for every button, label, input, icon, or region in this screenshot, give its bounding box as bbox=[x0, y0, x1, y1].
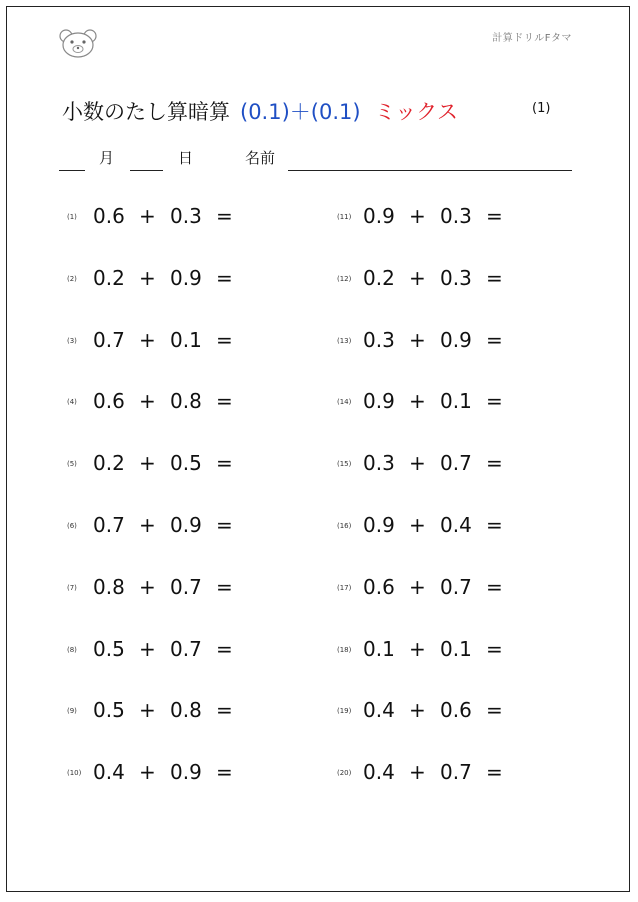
operand-b: 0.4 bbox=[440, 513, 472, 537]
operand-b: 0.5 bbox=[170, 451, 202, 476]
operand-b: 0.9 bbox=[170, 760, 202, 785]
plus-sign: + bbox=[139, 451, 156, 476]
problem-number: (3) bbox=[67, 336, 77, 345]
name-blank[interactable] bbox=[288, 146, 572, 171]
equals-sign: = bbox=[216, 451, 233, 476]
problem-number: (1) bbox=[67, 213, 77, 221]
operand-b: 0.3 bbox=[440, 204, 472, 228]
operand-a: 0.8 bbox=[93, 574, 125, 599]
operand-b: 0.7 bbox=[440, 451, 472, 476]
plus-sign: + bbox=[409, 636, 426, 661]
operand-b: 0.9 bbox=[170, 513, 202, 537]
operand-a: 0.6 bbox=[93, 389, 125, 414]
operand-b: 0.6 bbox=[440, 698, 472, 723]
equals-sign: = bbox=[216, 574, 233, 599]
title-mix: ミックス bbox=[374, 100, 458, 124]
problem-number: (8) bbox=[67, 645, 77, 654]
operand-a: 0.3 bbox=[363, 327, 395, 352]
operand-b: 0.1 bbox=[170, 327, 202, 352]
operand-a: 0.9 bbox=[363, 204, 395, 228]
equals-sign: = bbox=[486, 327, 503, 352]
operand-a: 0.6 bbox=[93, 204, 125, 228]
operand-b: 0.1 bbox=[440, 636, 472, 661]
equals-sign: = bbox=[216, 698, 233, 723]
operand-a: 0.5 bbox=[93, 636, 125, 661]
problem-number: (11) bbox=[337, 213, 352, 221]
operand-a: 0.4 bbox=[93, 760, 125, 785]
problem-number: (17) bbox=[337, 583, 352, 592]
operand-b: 0.3 bbox=[170, 204, 202, 228]
operand-a: 0.3 bbox=[363, 451, 395, 476]
operand-b: 0.9 bbox=[440, 327, 472, 352]
problem-number: (10) bbox=[67, 769, 82, 778]
operand-a: 0.9 bbox=[363, 389, 395, 414]
equals-sign: = bbox=[486, 636, 503, 661]
operand-a: 0.2 bbox=[93, 265, 125, 290]
plus-sign: + bbox=[409, 389, 426, 414]
plus-sign: + bbox=[139, 513, 156, 537]
equals-sign: = bbox=[216, 265, 233, 290]
site-name: 計算ドリルFタマ bbox=[492, 33, 572, 44]
operand-a: 0.4 bbox=[363, 760, 395, 785]
problem-number: (4) bbox=[67, 398, 77, 407]
equals-sign: = bbox=[486, 698, 503, 723]
operand-b: 0.7 bbox=[440, 574, 472, 599]
operand-a: 0.6 bbox=[363, 574, 395, 599]
equals-sign: = bbox=[486, 451, 503, 476]
equals-sign: = bbox=[486, 760, 503, 785]
equals-sign: = bbox=[486, 204, 503, 228]
problem-number: (5) bbox=[67, 460, 77, 469]
equals-sign: = bbox=[486, 265, 503, 290]
problem-number: (18) bbox=[337, 645, 352, 654]
plus-sign: + bbox=[139, 574, 156, 599]
operand-b: 0.1 bbox=[440, 389, 472, 414]
plus-sign: + bbox=[139, 389, 156, 414]
plus-sign: + bbox=[139, 698, 156, 723]
operand-b: 0.3 bbox=[440, 265, 472, 290]
equals-sign: = bbox=[486, 513, 503, 537]
worksheet-page bbox=[6, 6, 630, 892]
plus-sign: + bbox=[409, 760, 426, 785]
operand-a: 0.2 bbox=[93, 451, 125, 476]
plus-sign: + bbox=[139, 204, 156, 228]
title-range: (0.1)＋(0.1) bbox=[240, 100, 361, 124]
operand-a: 0.5 bbox=[93, 698, 125, 723]
month-label: 月 bbox=[99, 149, 115, 167]
operand-a: 0.7 bbox=[93, 513, 125, 537]
problem-number: (7) bbox=[67, 583, 77, 592]
equals-sign: = bbox=[486, 574, 503, 599]
problem-number: (20) bbox=[337, 769, 352, 778]
operand-a: 0.4 bbox=[363, 698, 395, 723]
equals-sign: = bbox=[216, 636, 233, 661]
operand-b: 0.7 bbox=[170, 636, 202, 661]
operand-a: 0.9 bbox=[363, 513, 395, 537]
problem-number: (12) bbox=[337, 274, 352, 283]
equals-sign: = bbox=[216, 204, 233, 228]
bear-face-icon bbox=[58, 28, 98, 58]
operand-a: 0.7 bbox=[93, 327, 125, 352]
plus-sign: + bbox=[409, 204, 426, 228]
title-main: 小数のたし算暗算 bbox=[62, 100, 230, 124]
equals-sign: = bbox=[216, 513, 233, 537]
problem-number: (2) bbox=[67, 274, 77, 283]
problem-number: (9) bbox=[67, 707, 77, 716]
problem-number: (13) bbox=[337, 336, 352, 345]
plus-sign: + bbox=[139, 327, 156, 352]
equals-sign: = bbox=[216, 760, 233, 785]
name-label: 名前 bbox=[245, 149, 276, 167]
problem-number: (6) bbox=[67, 522, 77, 530]
plus-sign: + bbox=[139, 636, 156, 661]
plus-sign: + bbox=[409, 513, 426, 537]
operand-b: 0.8 bbox=[170, 389, 202, 414]
plus-sign: + bbox=[409, 265, 426, 290]
operand-a: 0.2 bbox=[363, 265, 395, 290]
equals-sign: = bbox=[216, 389, 233, 414]
date-name-row bbox=[59, 146, 574, 172]
plus-sign: + bbox=[409, 574, 426, 599]
page-title bbox=[62, 96, 458, 126]
equals-sign: = bbox=[486, 389, 503, 414]
plus-sign: + bbox=[139, 265, 156, 290]
problem-number: (15) bbox=[337, 460, 352, 469]
plus-sign: + bbox=[409, 451, 426, 476]
operand-b: 0.7 bbox=[440, 760, 472, 785]
plus-sign: + bbox=[409, 698, 426, 723]
day-blank[interactable] bbox=[130, 146, 163, 171]
plus-sign: + bbox=[409, 327, 426, 352]
equals-sign: = bbox=[216, 327, 233, 352]
sheet-number: (1) bbox=[532, 101, 551, 116]
month-blank[interactable] bbox=[59, 146, 85, 171]
day-label: 日 bbox=[178, 149, 194, 167]
operand-b: 0.8 bbox=[170, 698, 202, 723]
problem-number: (14) bbox=[337, 398, 352, 407]
operand-b: 0.7 bbox=[170, 574, 202, 599]
plus-sign: + bbox=[139, 760, 156, 785]
problem-number: (16) bbox=[337, 522, 352, 530]
operand-a: 0.1 bbox=[363, 636, 395, 661]
problem-number: (19) bbox=[337, 707, 352, 716]
operand-b: 0.9 bbox=[170, 265, 202, 290]
